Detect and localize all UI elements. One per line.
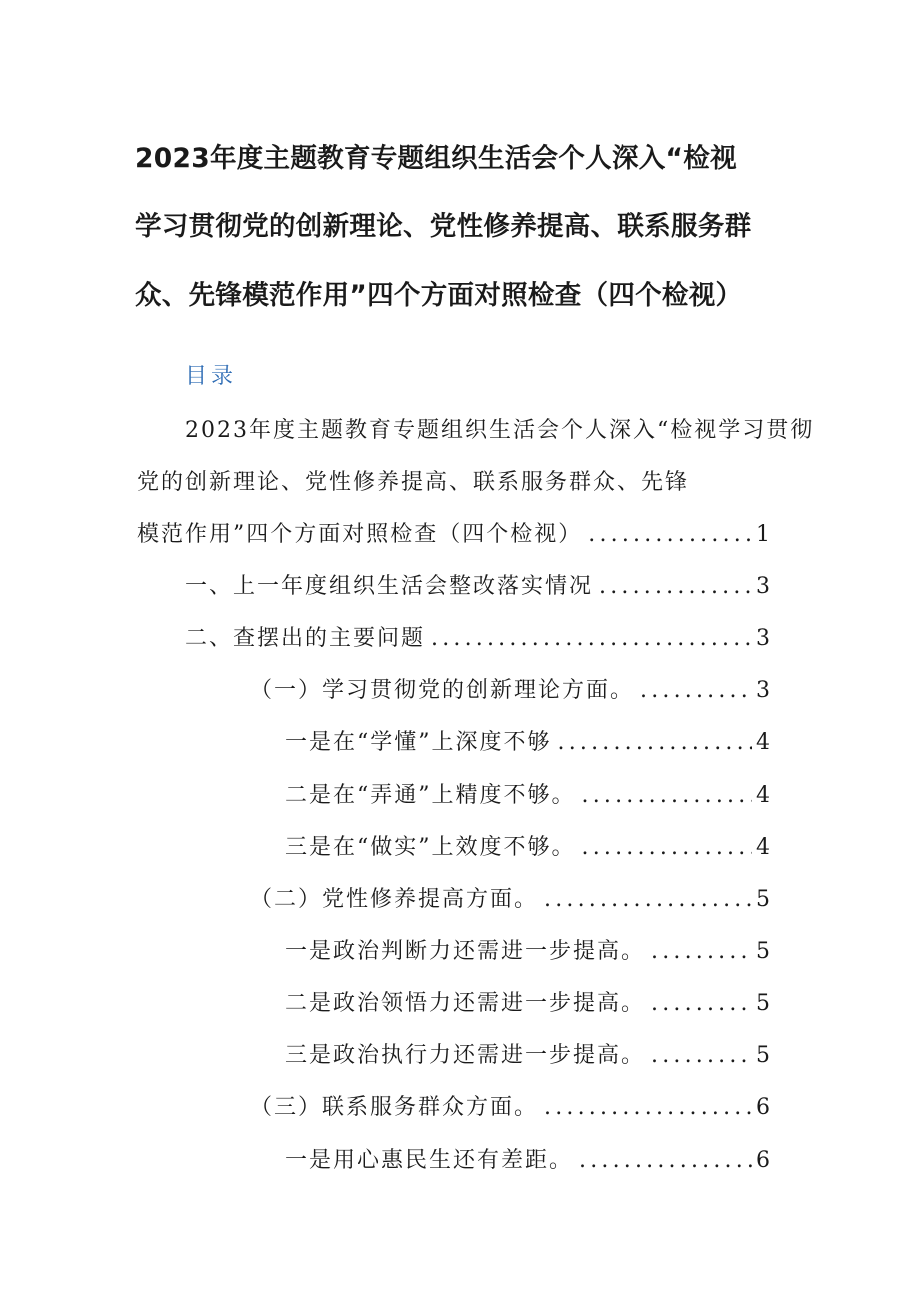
toc-entry-page: 4	[756, 730, 770, 755]
toc-entry-page: 3	[756, 574, 770, 599]
toc-entry[interactable]	[250, 680, 770, 702]
toc-entry[interactable]	[285, 785, 770, 807]
toc-dot-leader	[651, 941, 752, 963]
toc-entry[interactable]	[285, 1150, 770, 1172]
toc-dot-leader	[558, 732, 753, 754]
toc-entry-label: 三是在“做实”上效度不够。	[285, 835, 576, 860]
toc-entry-page: 3	[756, 626, 770, 651]
toc-dot-leader	[640, 680, 752, 702]
toc-entry-page: 4	[756, 835, 770, 860]
toc-entry-page: 5	[756, 887, 770, 912]
toc-entry-label: 二是在“弄通”上精度不够。	[285, 783, 576, 808]
toc-intro-line-1[interactable]: 2023年度主题教育专题组织生活会个人深入“检视学习贯彻	[185, 418, 815, 443]
toc-entry-label: 二是政治领悟力还需进一步提高。	[285, 991, 646, 1016]
toc-entry-label: 三是政治执行力还需进一步提高。	[285, 1043, 646, 1068]
toc-entry-page: 5	[756, 939, 770, 964]
toc-entry[interactable]	[250, 1097, 770, 1119]
toc-entry-label: （二）党性修养提高方面。	[250, 887, 539, 912]
toc-entry-page: 1	[756, 522, 770, 547]
document-title-line-3: 众、先锋模范作用”四个方面对照检查（四个检视）	[135, 280, 743, 311]
toc-entry-page: 6	[756, 1148, 770, 1173]
toc-entry-page: 4	[756, 783, 770, 808]
toc-entry[interactable]	[250, 889, 770, 911]
toc-entry-label: 二、查摆出的主要问题	[185, 626, 426, 651]
toc-entry-label: 一是用心惠民生还有差距。	[285, 1148, 574, 1173]
toc-intro-line-2[interactable]: 党的创新理论、党性修养提高、联系服务群众、先锋	[137, 470, 690, 495]
toc-dot-leader	[651, 1045, 752, 1067]
toc-entry-label: （一）学习贯彻党的创新理论方面。	[250, 678, 635, 703]
toc-heading[interactable]: 目录	[185, 364, 238, 389]
toc-entry[interactable]	[285, 732, 770, 754]
toc-entry-page: 6	[756, 1095, 770, 1120]
toc-entry-page: 5	[756, 1043, 770, 1068]
toc-entry[interactable]	[185, 628, 770, 650]
toc-dot-leader	[588, 524, 752, 546]
toc-dot-leader	[599, 576, 752, 598]
toc-entry[interactable]	[185, 576, 770, 598]
toc-dot-leader	[431, 628, 752, 650]
toc-entry[interactable]	[137, 524, 770, 546]
toc-entry-label: 模范作用”四个方面对照检查（四个检视）	[137, 522, 583, 547]
document-title-line-2: 学习贯彻党的创新理论、党性修养提高、联系服务群	[135, 211, 752, 242]
toc-dot-leader	[582, 785, 753, 807]
toc-dot-leader	[582, 837, 753, 859]
toc-entry[interactable]	[285, 1045, 770, 1067]
document-title-line-1: 2023年度主题教育专题组织生活会个人深入“检视	[135, 143, 737, 174]
toc-entry-label: 一是政治判断力还需进一步提高。	[285, 939, 646, 964]
toc-entry-label: 一、上一年度组织生活会整改落实情况	[185, 574, 594, 599]
toc-entry-label: （三）联系服务群众方面。	[250, 1095, 539, 1120]
toc-entry[interactable]	[285, 993, 770, 1015]
toc-entry-page: 5	[756, 991, 770, 1016]
toc-entry-page: 3	[756, 678, 770, 703]
toc-entry[interactable]	[285, 837, 770, 859]
toc-dot-leader	[579, 1150, 752, 1172]
toc-dot-leader	[544, 1097, 752, 1119]
toc-dot-leader	[544, 889, 752, 911]
toc-entry[interactable]	[285, 941, 770, 963]
toc-dot-leader	[651, 993, 752, 1015]
toc-entry-label: 一是在“学懂”上深度不够	[285, 730, 552, 755]
